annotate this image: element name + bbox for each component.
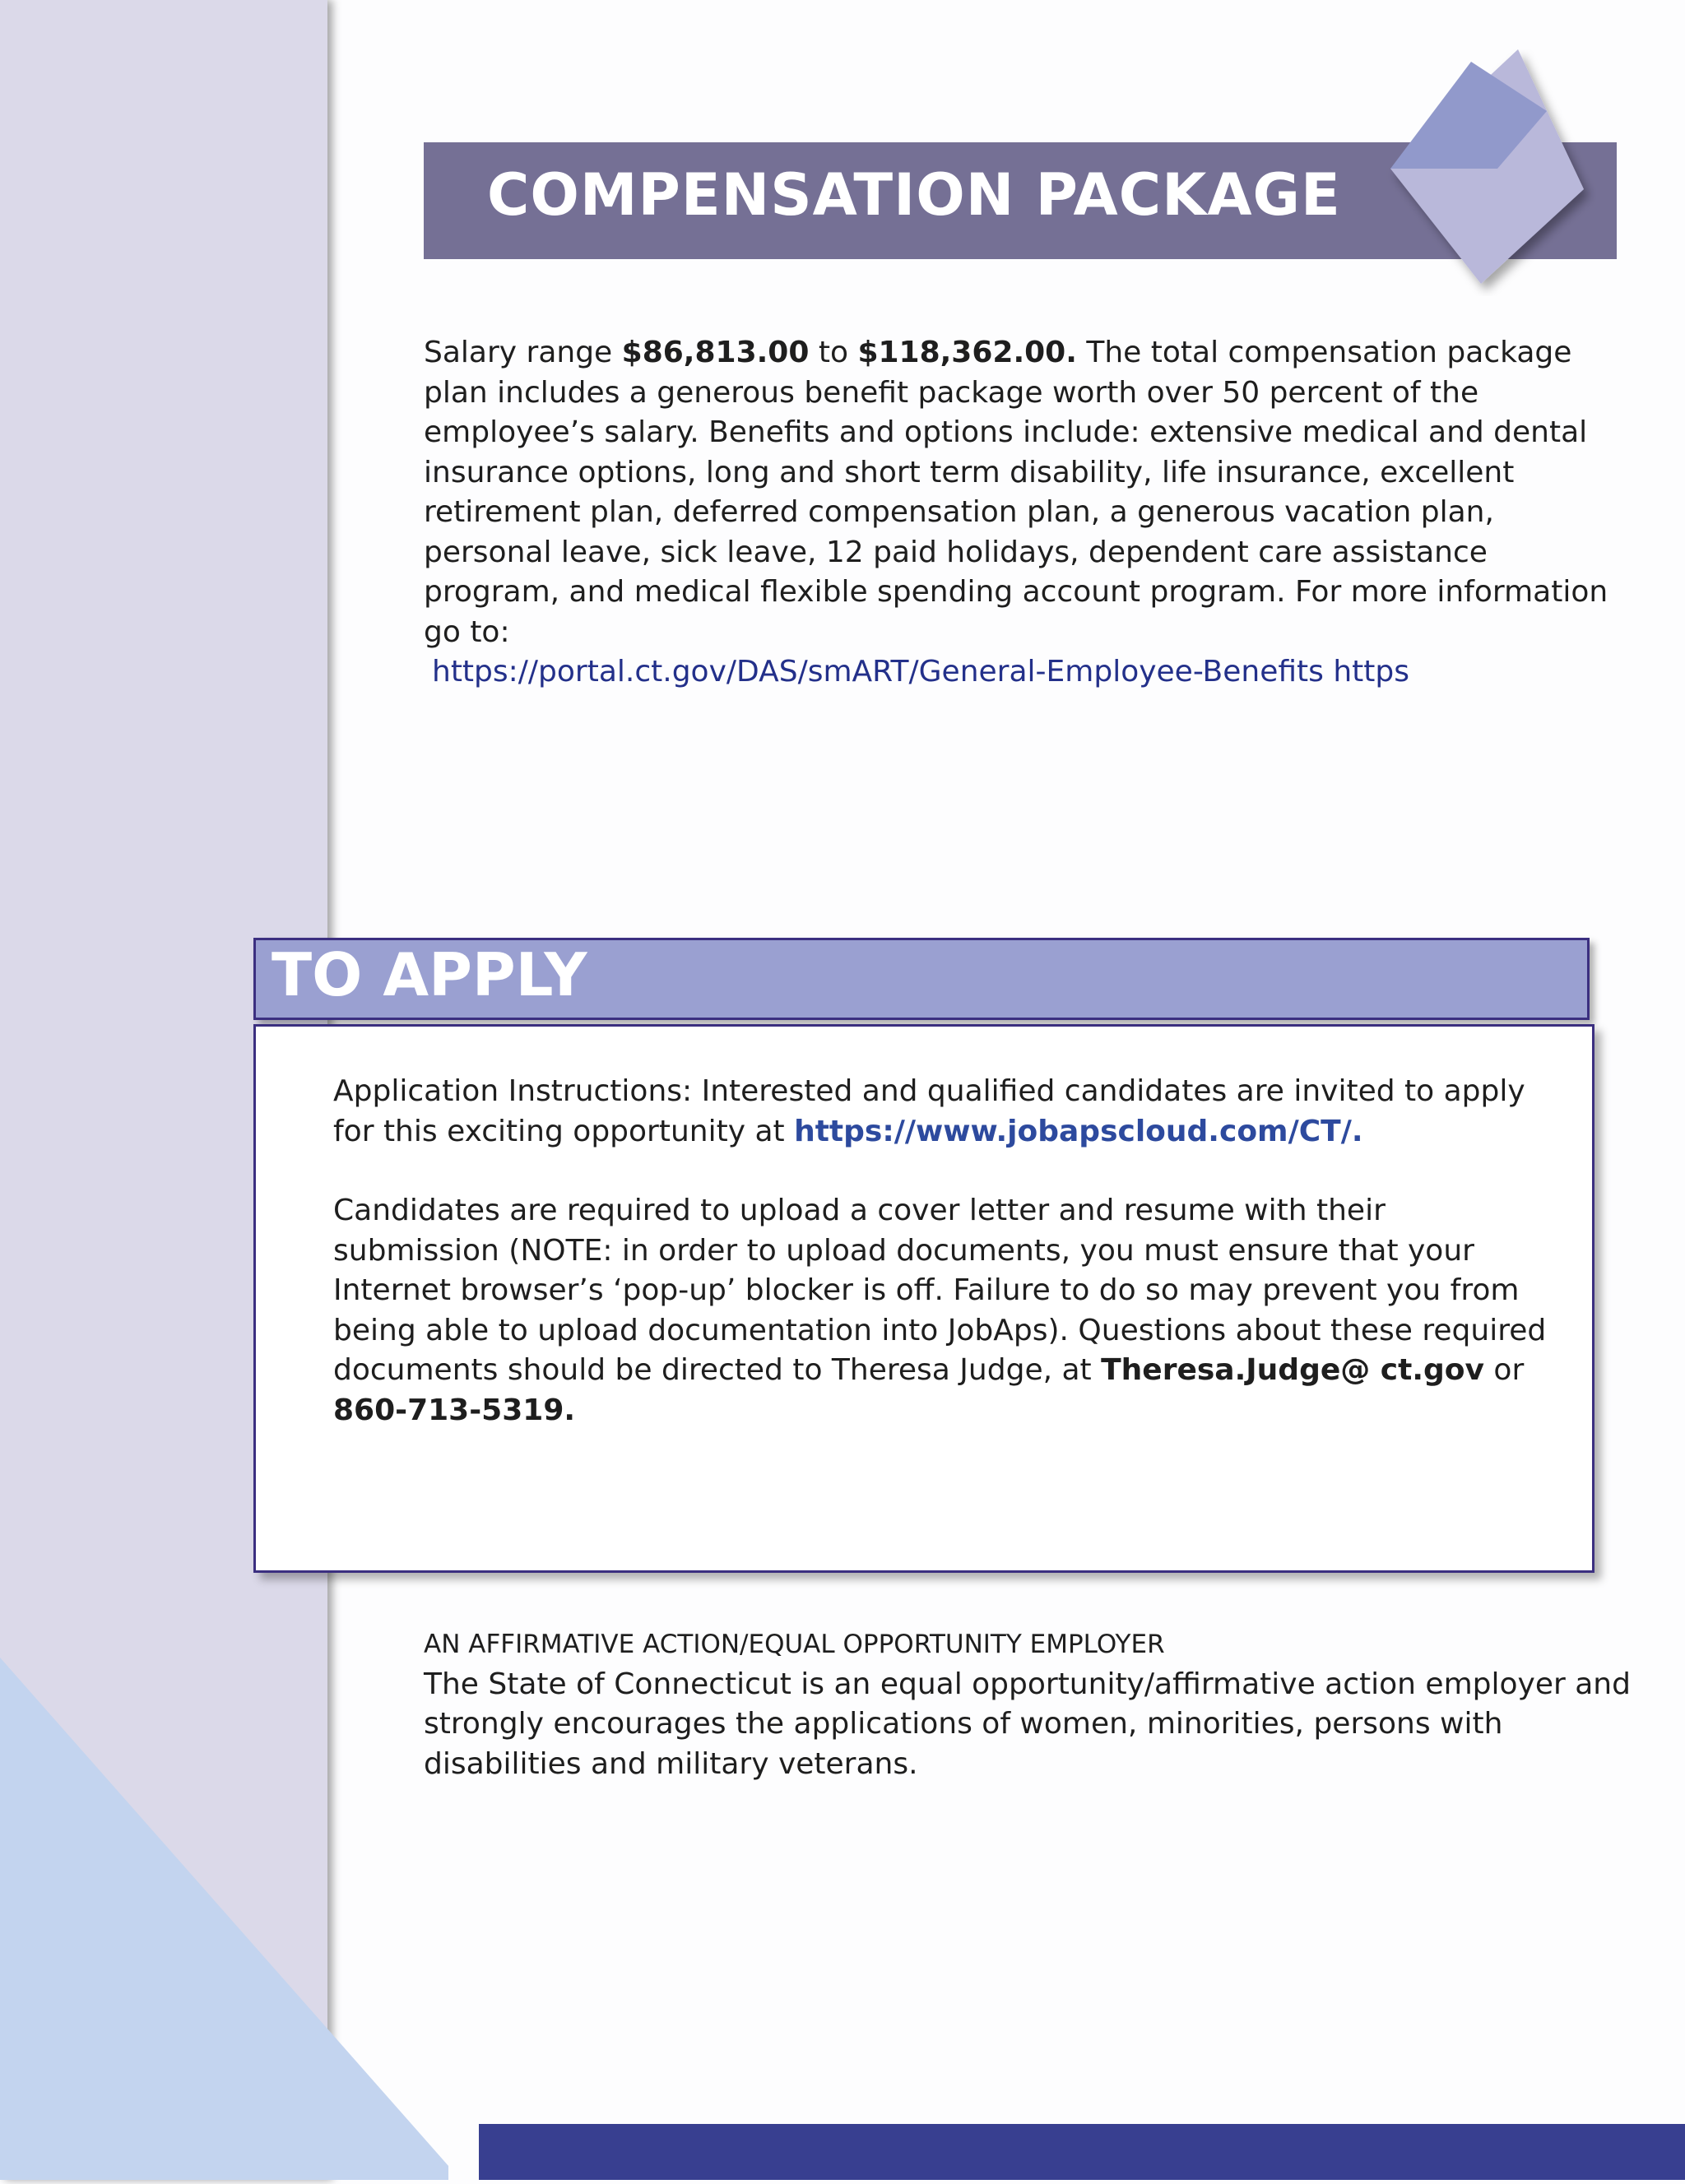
salary-connector: to — [809, 336, 858, 369]
documents-paragraph — [333, 1191, 1551, 1430]
benefits-description: The total compensation package plan includes a generous benefit package worth over 50 percent of the employee’s salary. Benefits and options include: extensive medical and dental insurance options, long and short term disability, life insurance, excellent retirement plan, deferred compensation plan, a generous vacation plan, personal leave, sick leave, 12 paid holidays, dependent care assistance program, and medical flexible spending account program. For more information go to: — [424, 336, 1608, 649]
contact-email[interactable]: Theresa.Judge@ ct.gov — [1101, 1353, 1484, 1387]
eeo-statement — [424, 1625, 1641, 1784]
contact-phone: 860-713-5319. — [333, 1393, 576, 1427]
documents-text: Candidates are required to upload a cover letter and resume with their submission (NOTE: in order to upload documents, you must ensure that your Internet browser’s ‘pop-up’ blocker is off. Failure to do so may prevent you from being able to upload documentation into JobAps). Questions about these required documents should be directed to Theresa Judge, at — [333, 1194, 1547, 1387]
diamond-decoration — [1366, 49, 1596, 296]
instructions-text: Application Instructions: Interested and qualified candidates are invited to apply for this exciting opportunity at — [333, 1074, 1525, 1148]
or-text: or — [1483, 1353, 1525, 1387]
apply-instructions — [333, 1072, 1551, 1470]
salary-max: $118,362.00. — [857, 336, 1077, 369]
compensation-title: COMPENSATION PACKAGE — [487, 161, 1341, 229]
apply-title: TO APPLY — [272, 940, 587, 1009]
eeo-heading: AN AFFIRMATIVE ACTION/EQUAL OPPORTUNITY EMPLOYER — [424, 1630, 1165, 1659]
salary-min: $86,813.00 — [621, 336, 810, 369]
sidebar-triangle-decoration — [0, 1658, 461, 2184]
footer-slant-decoration — [448, 2124, 481, 2180]
application-instructions-paragraph — [333, 1072, 1551, 1152]
benefits-link[interactable]: https://portal.ct.gov/DAS/smART/General-Employee-Benefits https — [432, 655, 1409, 689]
eeo-body: The State of Connecticut is an equal opportunity/affirmative action employer and strongly encourages the applications of women, minorities, persons with disabilities and military veterans. — [424, 1667, 1631, 1781]
compensation-text — [424, 333, 1625, 693]
jobaps-link[interactable]: https://www.jobapscloud.com/CT/. — [794, 1114, 1363, 1148]
salary-label: Salary range — [424, 336, 622, 369]
footer-bar — [479, 2124, 1685, 2180]
